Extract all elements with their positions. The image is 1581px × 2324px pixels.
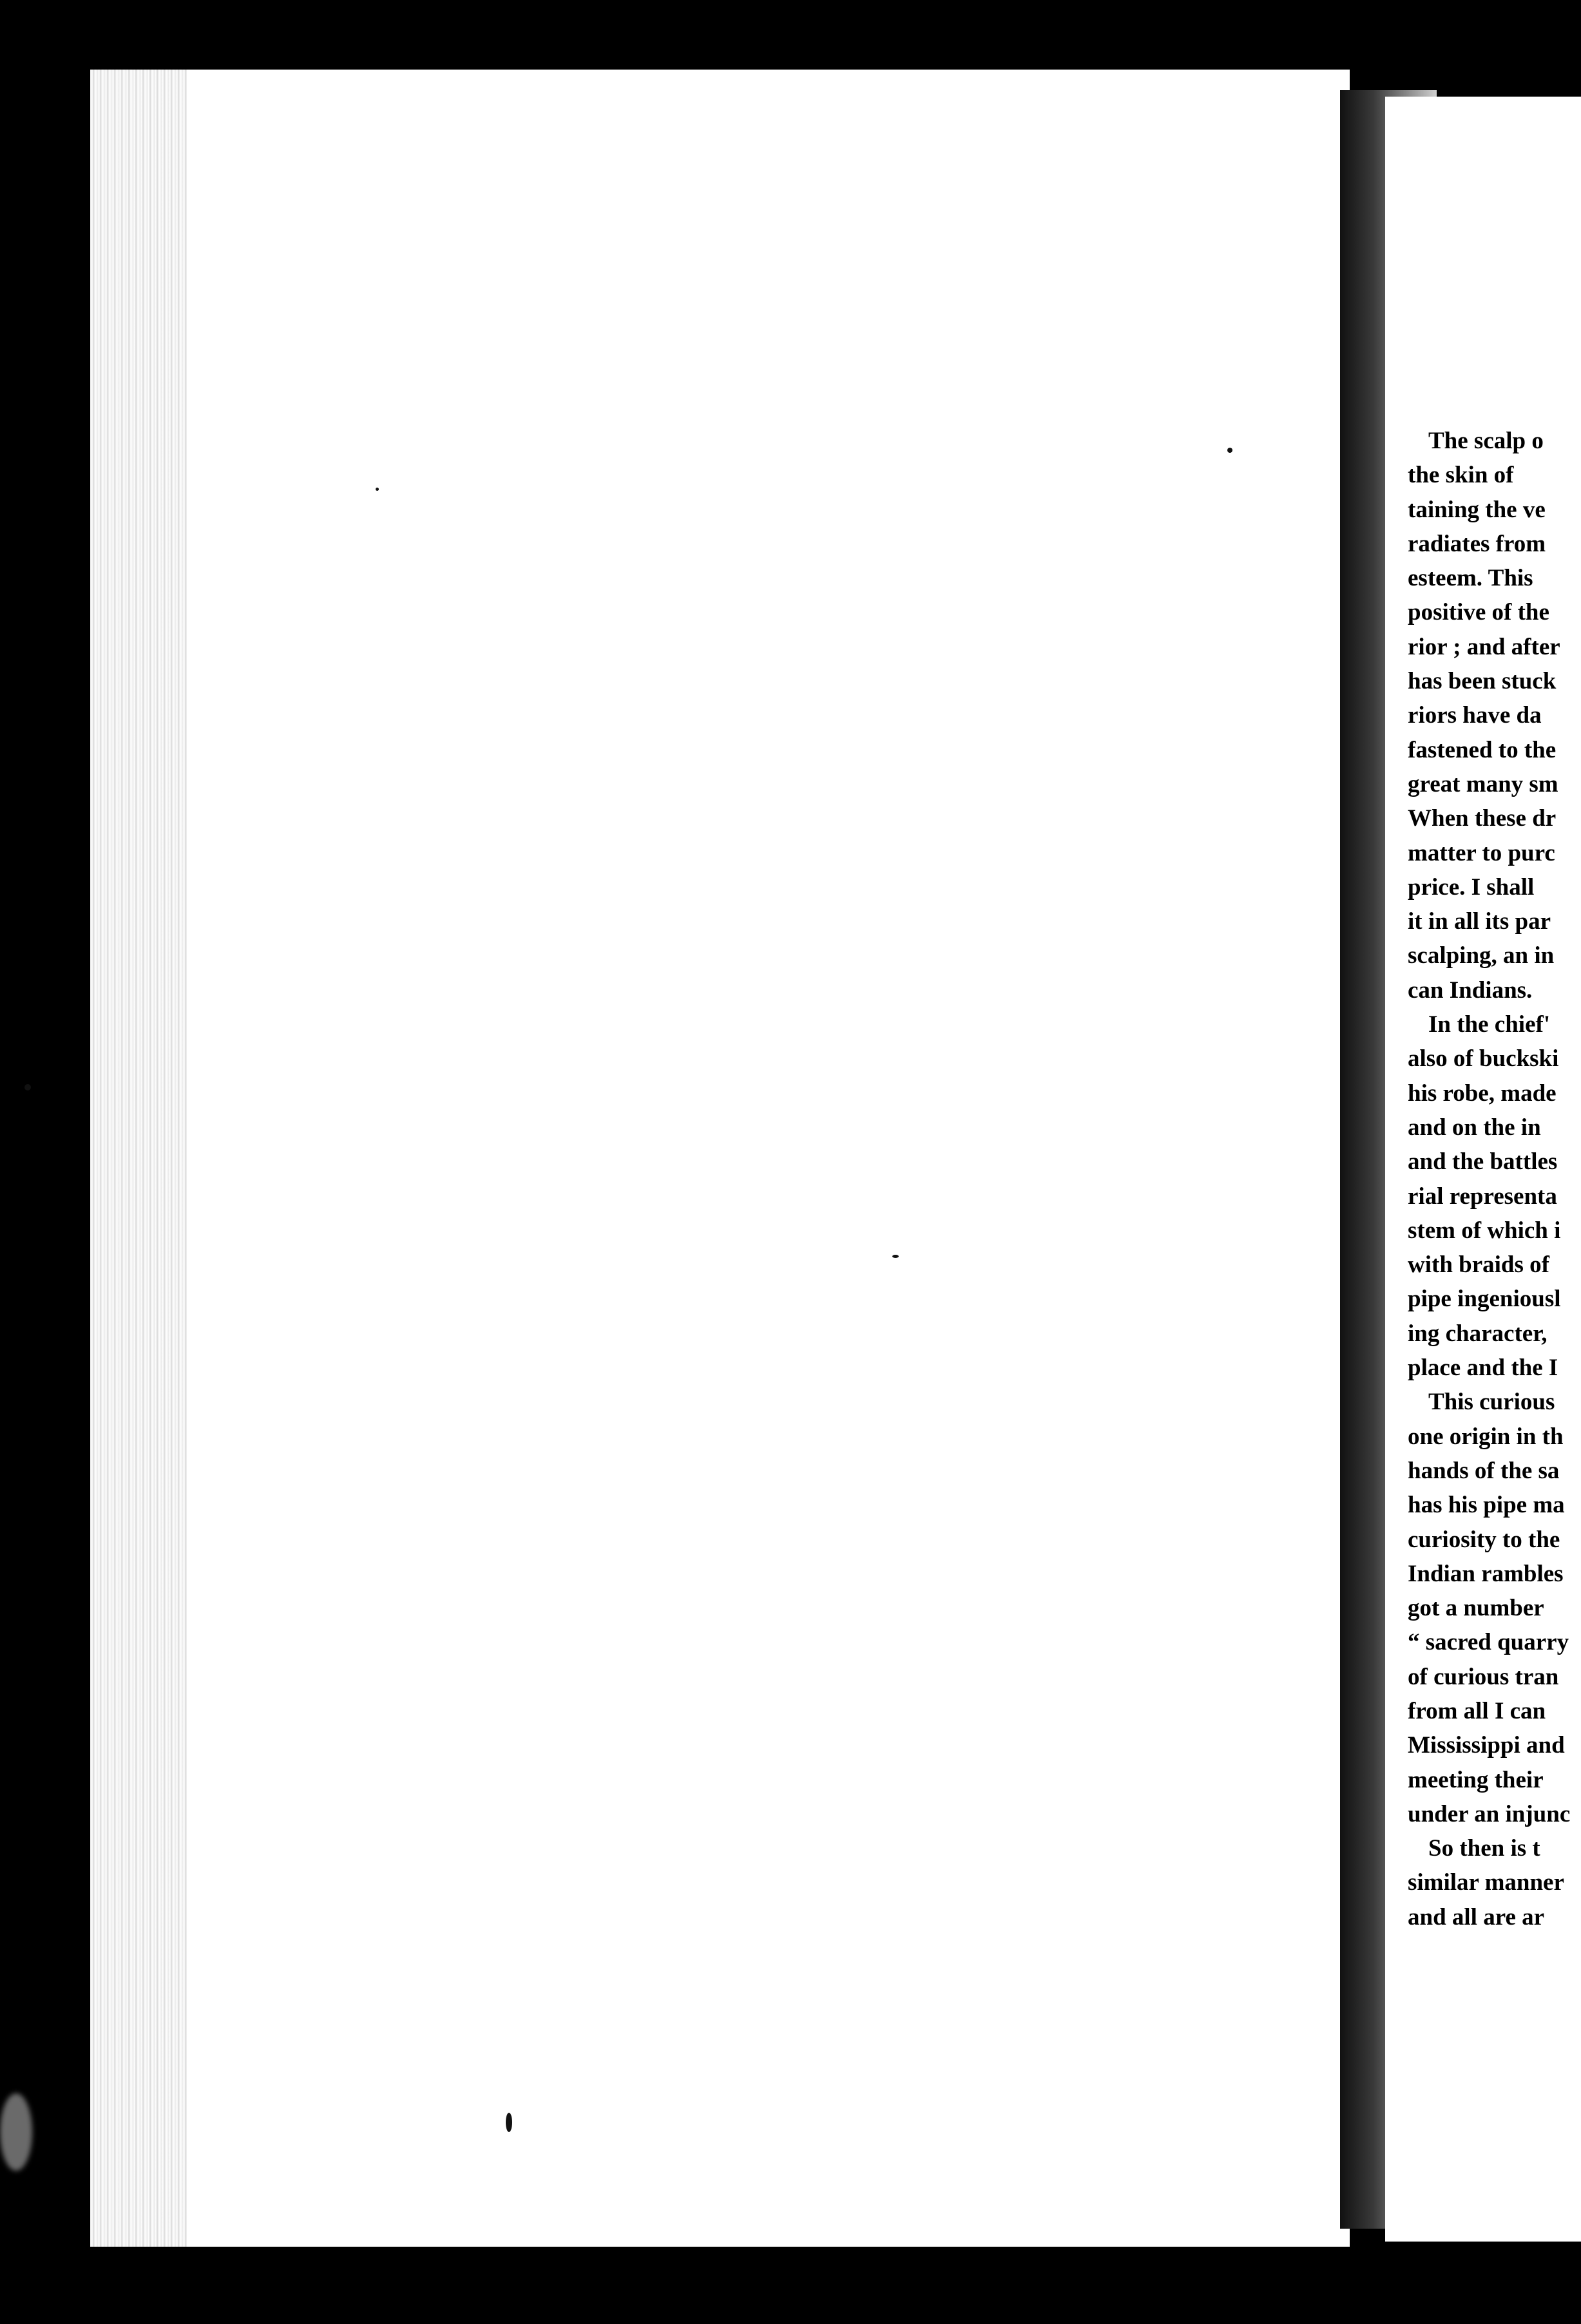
text-line: can Indians. bbox=[1408, 976, 1533, 1004]
text-line: curiosity to the bbox=[1408, 1526, 1560, 1553]
text-line: riors have da bbox=[1408, 702, 1542, 729]
text-line: radiates from bbox=[1408, 530, 1546, 557]
ink-speck bbox=[892, 1255, 899, 1258]
text-line: Mississippi and bbox=[1408, 1732, 1565, 1759]
text-line: has been stuck bbox=[1408, 668, 1557, 695]
text-line: taining the ve bbox=[1408, 496, 1546, 523]
text-line: great many sm bbox=[1408, 770, 1558, 797]
text-line: it in all its par bbox=[1408, 908, 1551, 935]
text-line: under an injunc bbox=[1408, 1800, 1571, 1827]
text-line: with braids of bbox=[1408, 1252, 1549, 1279]
text-line: has his pipe ma bbox=[1408, 1492, 1565, 1519]
scan-shadow bbox=[0, 2093, 32, 2171]
right-text-page bbox=[1385, 97, 1581, 2242]
text-line: price. I shall bbox=[1408, 873, 1535, 900]
text-line: ing character, bbox=[1408, 1320, 1547, 1347]
text-line: So then is t bbox=[1428, 1835, 1540, 1862]
text-line: matter to purc bbox=[1408, 839, 1555, 866]
left-page-edges bbox=[90, 70, 187, 2247]
ink-speck bbox=[506, 2113, 512, 2132]
text-line: pipe ingeniousl bbox=[1408, 1286, 1561, 1313]
text-line: and on the in bbox=[1408, 1114, 1541, 1141]
text-line: In the chief' bbox=[1428, 1011, 1551, 1038]
left-blank-page bbox=[90, 70, 1350, 2247]
text-line: one origin in th bbox=[1408, 1423, 1564, 1450]
text-line: and the battles bbox=[1408, 1148, 1558, 1176]
text-line: also of buckski bbox=[1408, 1045, 1559, 1072]
ink-speck bbox=[24, 1084, 31, 1091]
text-line: positive of the bbox=[1408, 599, 1549, 626]
ink-speck bbox=[1227, 448, 1232, 453]
text-line: place and the I bbox=[1408, 1355, 1558, 1382]
text-line: stem of which i bbox=[1408, 1217, 1561, 1244]
text-line: the skin of bbox=[1408, 462, 1514, 489]
text-line: When these dr bbox=[1408, 805, 1557, 832]
text-line: from all I can bbox=[1408, 1697, 1546, 1724]
text-line: rial representa bbox=[1408, 1183, 1557, 1210]
text-line: his robe, made bbox=[1408, 1080, 1557, 1107]
text-line: hands of the sa bbox=[1408, 1457, 1560, 1484]
text-line: scalping, an in bbox=[1408, 942, 1555, 969]
ink-speck bbox=[376, 488, 379, 491]
text-line: of curious tran bbox=[1408, 1663, 1559, 1690]
text-line: esteem. This bbox=[1408, 565, 1533, 592]
text-line: This curious bbox=[1428, 1389, 1555, 1416]
body-text bbox=[1408, 424, 1581, 1934]
text-line: got a number bbox=[1408, 1595, 1544, 1622]
text-line: Indian rambles bbox=[1408, 1560, 1564, 1587]
text-line: meeting their bbox=[1408, 1766, 1544, 1793]
text-line: The scalp o bbox=[1428, 428, 1544, 454]
text-line: similar manner bbox=[1408, 1869, 1564, 1896]
text-line: “ sacred quarry bbox=[1408, 1629, 1569, 1656]
text-line: and all are ar bbox=[1408, 1903, 1545, 1930]
text-line: fastened to the bbox=[1408, 736, 1557, 763]
text-line: rior ; and after bbox=[1408, 633, 1560, 660]
